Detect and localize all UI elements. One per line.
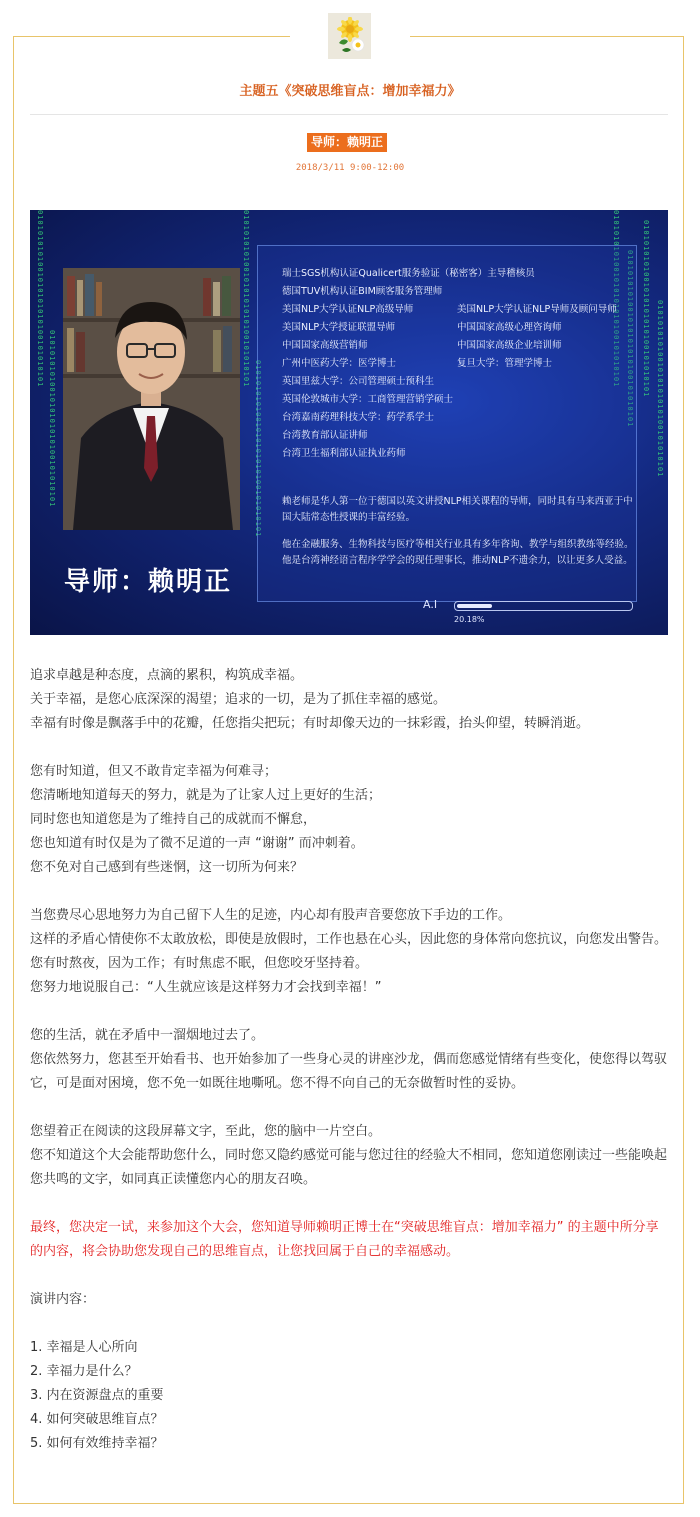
paragraph	[30, 664, 670, 736]
paragraph	[30, 760, 670, 880]
credential: 德国TUV机构认证BIM顾客服务管理师	[282, 286, 443, 297]
credential: 台湾教育部认证讲师	[282, 430, 368, 441]
credential: 美国NLP大学认证NLP导师及顾问导师	[457, 304, 617, 315]
credential: 中国国家高级企业培训师	[457, 340, 562, 351]
credential: 中国国家高级心理咨询师	[457, 322, 562, 333]
text-line: 您不知道这个大会能帮助您什么，同时您又隐约感觉可能与您过往的经验大不相同，您知道您刚读过一些能唤起您共鸣的文字，如同真正读懂您内心的朋友召唤。	[30, 1148, 668, 1187]
text-line: 关于幸福，是您心底深深的渴望；追求的一切，是为了抓住幸福的感觉。	[30, 692, 447, 707]
credential: 英国伦敦城市大学：工商管理营销学硕士	[282, 394, 454, 405]
list-item: 2. 幸福力是什么？	[30, 1364, 138, 1379]
paragraph	[30, 1024, 670, 1096]
mentor-banner	[30, 210, 668, 635]
credential: 瑞士SGS机构认证Qualicert服务验证（秘密客）主导稽核员	[282, 268, 535, 279]
paragraph	[30, 904, 670, 1000]
text-line: 同时您也知道您是为了维持自己的成就而不懈怠，	[30, 812, 317, 827]
mentor-bio: 他在金融服务、生物科技与医疗等相关行业具有多年咨询、教学与组织教练等经验。他是台湾神经语言程序学学会的现任理事长，推动NLP不遗余力，以让更多人受益。	[282, 539, 634, 566]
event-datetime: 2018/3/11 9:00-12:00	[295, 163, 405, 173]
mentor-photo	[63, 268, 240, 530]
matrix-code: 0101010101001010101010100101010101	[254, 360, 262, 538]
article-body	[30, 664, 670, 1456]
highlight-paragraph: 最终，您决定一试，来参加这个大会，您知道导师赖明正博士在“突破思维盲点：增加幸福力” 的主题中所分享的内容，将会协助您发现自己的思维盲点，让您找回属于自己的幸福感动。	[30, 1220, 659, 1259]
credential: 美国NLP大学授证联盟导师	[282, 322, 396, 333]
mentor-tag: 导师：赖明正	[307, 133, 387, 152]
matrix-code: 0101010101001010101010100101010101	[612, 210, 620, 388]
credential: 台湾嘉南药理科技大学：药学系学士	[282, 412, 435, 423]
matrix-code: 0101010101001010101010100101010101	[48, 330, 56, 508]
credential: 广州中医药大学：医学博士	[282, 358, 397, 369]
mentor-caption: 导师：赖明正	[64, 567, 233, 597]
matrix-code: 0101010101001010101010100101010101	[656, 300, 664, 478]
list-item: 4. 如何突破思维盲点？	[30, 1412, 164, 1427]
matrix-code: 0101010101001010101010100101010101	[242, 210, 250, 388]
paragraph	[30, 1120, 670, 1192]
text-line: 您有时知道，但又不敢肯定幸福为何难寻；	[30, 764, 278, 779]
text-line: 当您费尽心思地努力为自己留下人生的足迹，内心却有股声音要您放下手边的工作。	[30, 908, 512, 923]
flower-icon	[328, 13, 371, 59]
text-line: 您有时熬夜，因为工作；有时焦虑不眠，但您咬牙坚持着。	[30, 956, 369, 971]
matrix-code: 0101010101001010101010100101010101	[36, 210, 44, 388]
credential: 英国里兹大学：公司管理硕士预科生	[282, 376, 435, 387]
text-line: 您不免对自己感到有些迷惘，这一切所为何来？	[30, 860, 304, 875]
mentor-bio: 赖老师是华人第一位于德国以英文讲授NLP相关课程的导师，同时具有马来西亚于中国大陆常态性授课的丰富经验。	[282, 496, 633, 523]
text-line: 您的生活，就在矛盾中一溜烟地过去了。	[30, 1028, 265, 1043]
text-line: 您依然努力，您甚至开始看书、也开始参加了一些身心灵的讲座沙龙，偶而您感觉情绪有些变化，使您得以驾驭它，可是面对困境，您不免一如既往地嘶吼。您不得不向自己的无奈做暂时性的妥协。	[30, 1052, 668, 1091]
ai-progress-fill	[457, 604, 492, 608]
credential: 美国NLP大学认证NLP高级导师	[282, 304, 414, 315]
topics-list	[30, 1336, 670, 1456]
text-line: 您努力地说服自己：“人生就应该是这样努力才会找到幸福！”	[30, 980, 382, 995]
text-line: 追求卓越是种态度，点滴的累积，构筑成幸福。	[30, 668, 304, 683]
list-item: 5. 如何有效维持幸福？	[30, 1436, 164, 1451]
credential: 中国国家高级营销师	[282, 340, 368, 351]
text-line: 您也知道有时仅是为了微不足道的一声 “谢谢” 而冲刺着。	[30, 836, 364, 851]
ai-progress-bar	[454, 601, 633, 611]
divider	[30, 114, 668, 115]
topics-heading: 演讲内容：	[30, 1292, 96, 1307]
ai-progress-percent: 20.18%	[454, 615, 485, 624]
text-line: 幸福有时像是飘落手中的花瓣，任您指尖把玩；有时却像天边的一抹彩霞，抬头仰望，转瞬消逝。	[30, 716, 590, 731]
text-line: 您清晰地知道每天的努力，就是为了让家人过上更好的生活；	[30, 788, 382, 803]
credential: 台湾卫生福利部认证执业药师	[282, 448, 406, 459]
list-item: 3. 内在资源盘点的重要	[30, 1388, 164, 1403]
text-line: 您望着正在阅读的这段屏幕文字，至此，您的脑中一片空白。	[30, 1124, 382, 1139]
page-title: 主题五《突破思维盲点：增加幸福力》	[239, 84, 461, 99]
matrix-code: 0101010101001010101010100101010101	[642, 220, 650, 398]
credential: 复旦大学：管理学博士	[457, 358, 553, 369]
text-line: 这样的矛盾心情使你不太敢放松，即使是放假时，工作也悬在心头，因此您的身体常向您抗议，向您发出警告。	[30, 932, 668, 947]
ai-label: A.I	[423, 598, 438, 611]
list-item: 1. 幸福是人心所向	[30, 1340, 138, 1355]
matrix-code: 0101010101001010101010100101010101	[626, 250, 634, 428]
